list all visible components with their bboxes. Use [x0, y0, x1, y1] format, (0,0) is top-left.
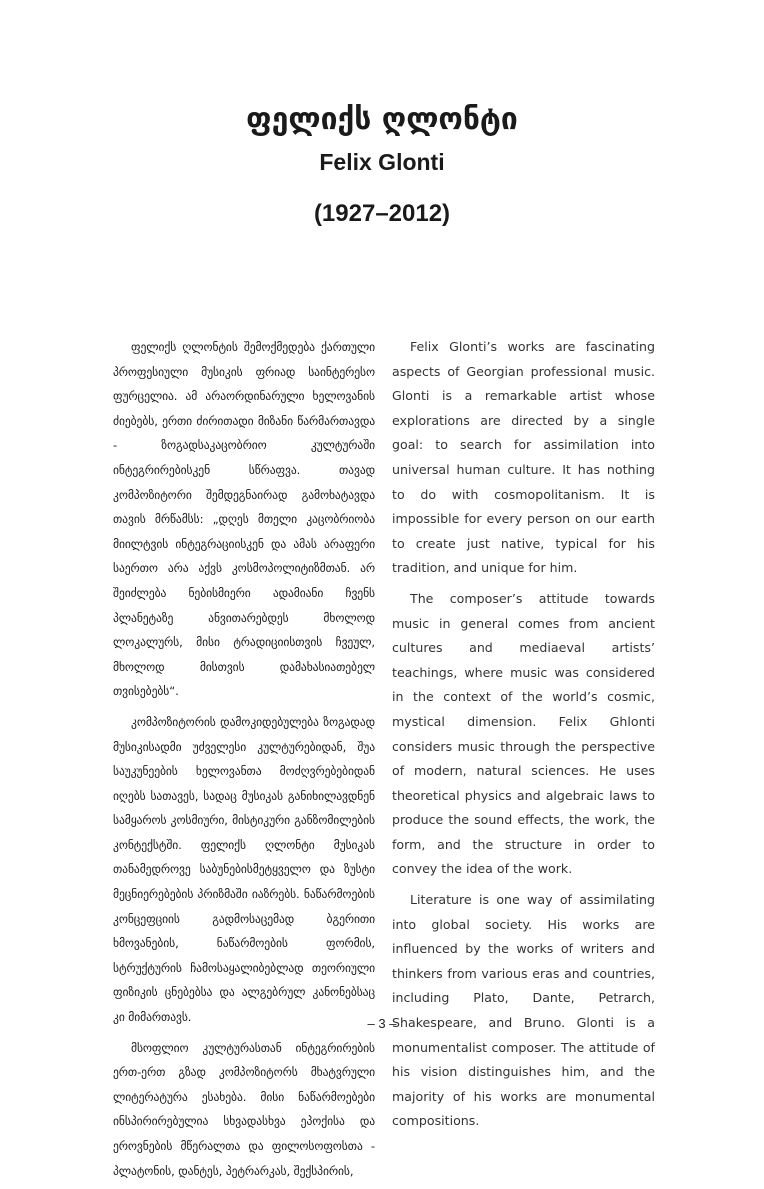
page-header	[0, 100, 764, 234]
life-years: (1927–2012)	[313, 200, 451, 227]
georgian-paragraph-3: მსოფლიო კულტურასთან ინტეგრირების ერთ-ერთ გზად კომპოზიტორს მხატვრული ლიტერატურა ესახება. მისი ნაწარმოებები ინსპირირებულია სხვადასხვა ეპოქისა და ეროვნების მწერალთა და ფილოსოფოსთა - პლატონის, დანტეს, პეტრარკას, შექსპირის,	[113, 1040, 375, 1178]
title-english: Felix Glonti	[319, 149, 445, 175]
georgian-paragraph-2: კომპოზიტორის დამოკიდებულება ზოგადად მუსიკისადმი უძველესი კულტურებიდან, შუა საუკუნეების ხელოვანთა მოძღვრებებიდან იღებს სათავეს, სადაც მუსიკას განიხილავდნენ სამყაროს კოსმიური, მისტიკური განზომილების კონტექსტში. ფელიქს ღლონტი მუსიკას თანამედროვე საბუნებისმეტყველო და ზუსტი მეცნიერებების პრიზმაში იაზრებს. ნაწარმოების კონცეფციის გადმოსაცემად ბგერითი ხმოვანების, ნაწარმოების ფორმის, სტრუქტურის ჩამოსაყალიბებლად თეორიული ფიზიკის ცნებებსა და ალგებრულ კანონებსაც კი მიმართავს.	[113, 714, 375, 1025]
georgian-text-column	[113, 335, 375, 1189]
page-number: – 3 –	[367, 1016, 397, 1031]
english-paragraph-3: Literature is one way of assimilating into global society. His works are influenced by the works of writers and thinkers from various eras and countries, including Plato, Dante, Petrarch, Shakespeare, and Bruno. Glonti is a monumentalist composer. The attitude of his vision distinguishes him, and the majority of his works are monumental compositions.	[392, 892, 655, 1129]
english-paragraph-1: Felix Glonti’s works are fascinating aspects of Georgian professional music. Glonti is a remarkable artist whose explorations are directed by a single goal: to search for assimilation into universal human culture. It has nothing to do with cosmopolitanism. It is impossible for every person on our earth to create just native, typical for his tradition, and unique for him.	[392, 339, 655, 576]
title-georgian: ფელიქს ღლონტი	[246, 102, 518, 137]
english-paragraph-2: The composer’s attitude towards music in general comes from ancient cultures and mediaeval artists’ teachings, where music was considered in the context of the world’s cosmic, mystical dimension. Felix Ghlonti considers music through the perspective of modern, natural sciences. He uses theoretical physics and algebraic laws to produce the sound effects, the work, the form, and the structure in order to convey the idea of the work.	[392, 590, 655, 877]
georgian-paragraph-1: ფელიქს ღლონტის შემოქმედება ქართული პროფესიული მუსიკის ფრიად საინტერესო ფურცელია. ამ არაორდინარული ხელოვანის ძიებებს, ერთი ძირითადი მიზანი წარმართავდა - ზოგადსაკაცობრიო კულტურაში ინტეგრირებისკენ სწრაფვა. თავად კომპოზიტორი შემდეგნაირად გამოხატავდა თავის მრწამსს: „დღეს მთელი კაცობრიობა მიილტვის ინტეგრაციისკენ და ამას არაფერი საერთო არა აქვს კოსმოპოლიტიზმთან. არ შეიძლება ნებისმიერი ადამიანი ჩვენს პლანეტაზე ანვითარებდეს მხოლოდ ლოკალურს, მისი ტრადიციისთვის ჩვეულ, მხოლოდ მისთვის დამახასიათებელ თვისებებს“.	[113, 340, 375, 699]
